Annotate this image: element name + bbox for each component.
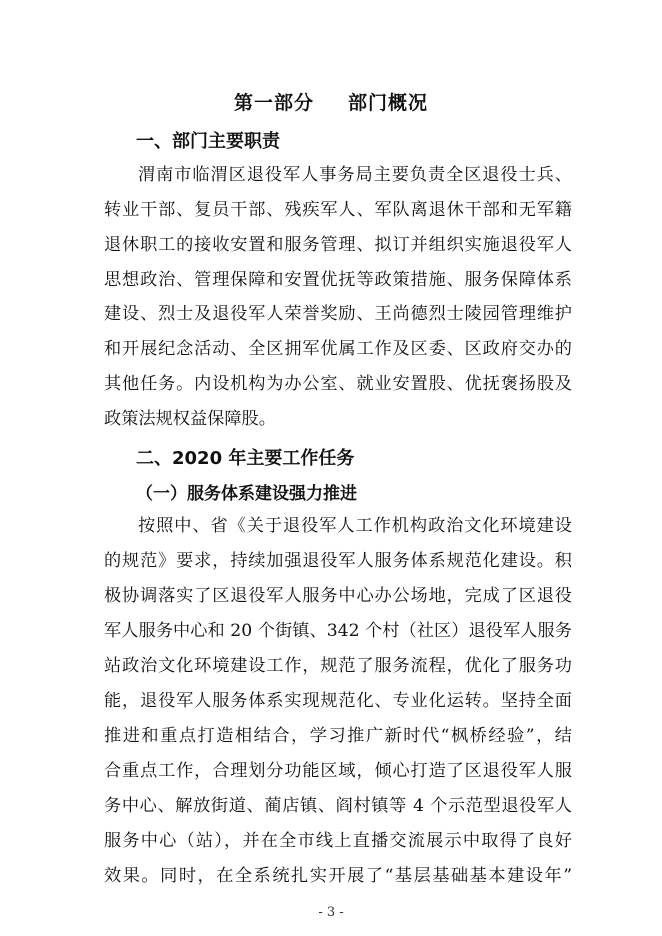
part-title-number: 第一部分 [233, 92, 314, 114]
paragraph-line: 军人服务中心和 20 个街镇、342 个村（社区）退役军人服务 [104, 621, 572, 641]
paragraph-line: 站政治文化环境建设工作，规范了服务流程，优化了服务功 [104, 656, 572, 676]
paragraph-line: 效果。同时，在全系统扎实开展了“基层基础基本建设年” [104, 866, 572, 886]
paragraph-line: 退休职工的接收安置和服务管理、拟订并组织实施退役军人 [104, 235, 572, 255]
paragraph-line: 的规范》要求，持续加强退役军人服务体系规范化建设。积 [104, 551, 572, 571]
paragraph-line: 渭南市临渭区退役军人事务局主要负责全区退役士兵、 [138, 165, 572, 185]
paragraph-line: 能，退役军人服务体系实现规范化、专业化运转。坚持全面 [104, 691, 572, 711]
paragraph-line: 思想政治、管理保障和安置优抚等政策措施、服务保障体系 [104, 270, 572, 290]
section-1-heading: 一、部门主要职责 [136, 131, 280, 152]
paragraph-line: 服务中心（站），并在全市线上直播交流展示中取得了良好 [104, 831, 572, 851]
paragraph-line: 推进和重点打造相结合，学习推广新时代“枫桥经验”，结 [104, 726, 572, 746]
page-number: - 3 - [318, 905, 344, 920]
part-title-text: 部门概况 [348, 92, 429, 114]
paragraph-line: 务中心、解放街道、蔺店镇、阎村镇等 4 个示范型退役军人 [104, 796, 572, 816]
paragraph-line: 转业干部、复员干部、残疾军人、军队离退休干部和无军籍 [104, 200, 572, 220]
part-title [0, 88, 662, 115]
paragraph-line: 和开展纪念活动、全区拥军优属工作及区委、区政府交办的 [104, 339, 572, 359]
paragraph-line: 建设、烈士及退役军人荣誉奖励、王尚德烈士陵园管理维护 [104, 304, 572, 324]
paragraph-line: 政策法规权益保障股。 [104, 409, 276, 429]
section-2-heading: 二、2020 年主要工作任务 [136, 448, 355, 469]
section-2-subheading: （一）服务体系建设强力推进 [136, 484, 357, 504]
paragraph-line: 极协调落实了区退役军人服务中心办公场地，完成了区退役 [104, 586, 572, 606]
paragraph-line: 按照中、省《关于退役军人工作机构政治文化环境建设 [138, 516, 572, 536]
paragraph-line: 合重点工作，合理划分功能区域，倾心打造了区退役军人服 [104, 761, 572, 781]
paragraph-line: 其他任务。内设机构为办公室、就业安置股、优抚褒扬股及 [104, 374, 572, 394]
